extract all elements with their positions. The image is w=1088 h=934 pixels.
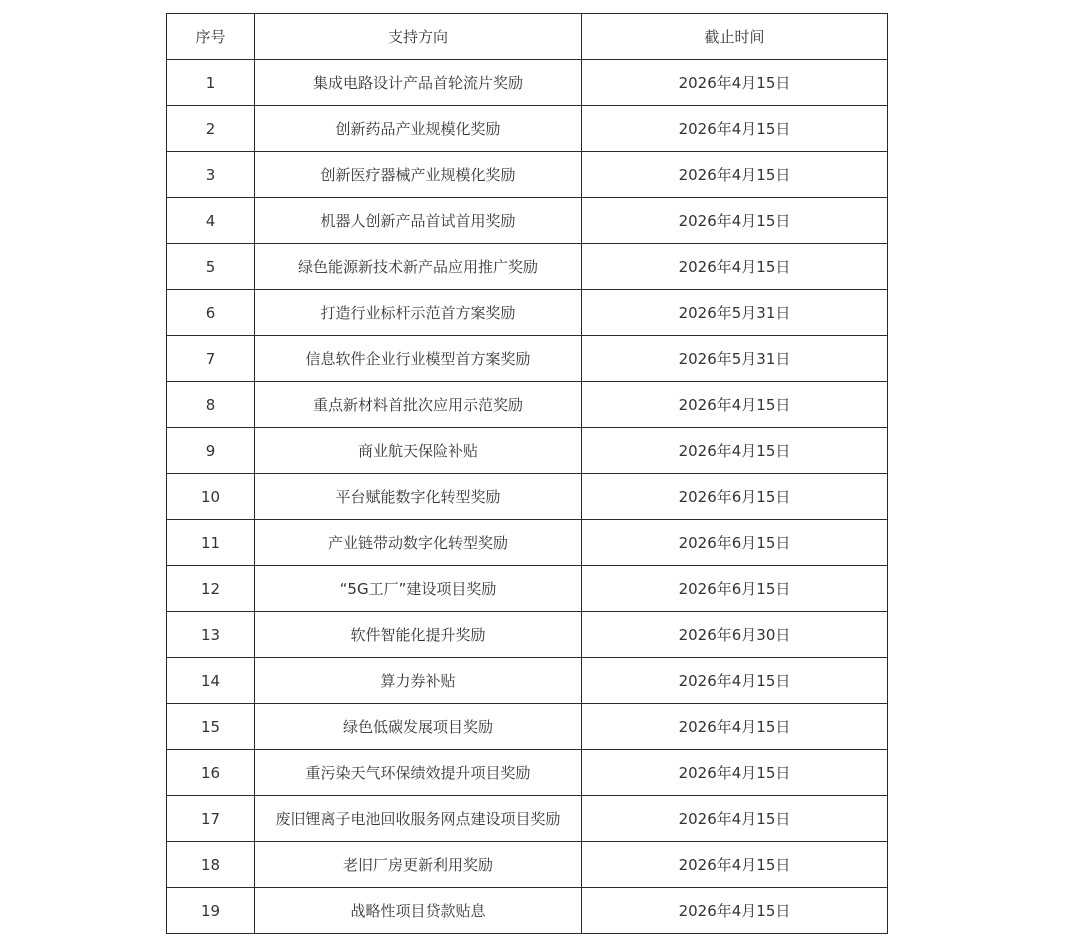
cell-index: 4 [167, 198, 255, 244]
cell-deadline: 2026年5月31日 [582, 336, 888, 382]
cell-deadline: 2026年4月15日 [582, 106, 888, 152]
cell-direction: 商业航天保险补贴 [255, 428, 582, 474]
table-row [167, 750, 888, 796]
cell-index: 13 [167, 612, 255, 658]
cell-direction: 战略性项目贷款贴息 [255, 888, 582, 934]
table-row [167, 336, 888, 382]
cell-direction: 创新医疗器械产业规模化奖励 [255, 152, 582, 198]
cell-direction: 机器人创新产品首试首用奖励 [255, 198, 582, 244]
cell-direction: 平台赋能数字化转型奖励 [255, 474, 582, 520]
cell-index: 8 [167, 382, 255, 428]
support-directions-table-container [166, 13, 887, 934]
cell-deadline: 2026年4月15日 [582, 244, 888, 290]
cell-deadline: 2026年6月15日 [582, 566, 888, 612]
cell-index: 3 [167, 152, 255, 198]
table-row [167, 704, 888, 750]
cell-direction: 打造行业标杆示范首方案奖励 [255, 290, 582, 336]
cell-index: 2 [167, 106, 255, 152]
cell-index: 19 [167, 888, 255, 934]
table-row [167, 888, 888, 934]
cell-index: 1 [167, 60, 255, 106]
support-directions-table [166, 13, 888, 934]
table-row [167, 474, 888, 520]
cell-index: 16 [167, 750, 255, 796]
cell-index: 12 [167, 566, 255, 612]
cell-index: 14 [167, 658, 255, 704]
cell-direction: 重污染天气环保绩效提升项目奖励 [255, 750, 582, 796]
table-row [167, 198, 888, 244]
cell-direction: 产业链带动数字化转型奖励 [255, 520, 582, 566]
table-row [167, 290, 888, 336]
cell-direction: 信息软件企业行业模型首方案奖励 [255, 336, 582, 382]
cell-deadline: 2026年6月15日 [582, 520, 888, 566]
cell-index: 10 [167, 474, 255, 520]
cell-index: 11 [167, 520, 255, 566]
cell-direction: “5G工厂”建设项目奖励 [255, 566, 582, 612]
cell-deadline: 2026年4月15日 [582, 60, 888, 106]
table-row [167, 152, 888, 198]
table-row [167, 382, 888, 428]
table-row [167, 60, 888, 106]
cell-deadline: 2026年4月15日 [582, 428, 888, 474]
cell-index: 15 [167, 704, 255, 750]
cell-deadline: 2026年5月31日 [582, 290, 888, 336]
cell-direction: 绿色能源新技术新产品应用推广奖励 [255, 244, 582, 290]
table-row [167, 658, 888, 704]
cell-direction: 绿色低碳发展项目奖励 [255, 704, 582, 750]
cell-deadline: 2026年6月15日 [582, 474, 888, 520]
table-header-row [167, 14, 888, 60]
cell-deadline: 2026年4月15日 [582, 842, 888, 888]
cell-direction: 重点新材料首批次应用示范奖励 [255, 382, 582, 428]
header-direction: 支持方向 [255, 14, 582, 60]
cell-index: 17 [167, 796, 255, 842]
cell-direction: 集成电路设计产品首轮流片奖励 [255, 60, 582, 106]
cell-deadline: 2026年4月15日 [582, 796, 888, 842]
table-row [167, 244, 888, 290]
table-row [167, 566, 888, 612]
cell-deadline: 2026年6月30日 [582, 612, 888, 658]
header-deadline: 截止时间 [582, 14, 888, 60]
header-index: 序号 [167, 14, 255, 60]
cell-deadline: 2026年4月15日 [582, 658, 888, 704]
table-row [167, 520, 888, 566]
table-row [167, 796, 888, 842]
cell-direction: 老旧厂房更新利用奖励 [255, 842, 582, 888]
cell-deadline: 2026年4月15日 [582, 750, 888, 796]
cell-index: 7 [167, 336, 255, 382]
table-row [167, 106, 888, 152]
table-row [167, 428, 888, 474]
cell-deadline: 2026年4月15日 [582, 888, 888, 934]
cell-direction: 创新药品产业规模化奖励 [255, 106, 582, 152]
cell-deadline: 2026年4月15日 [582, 382, 888, 428]
cell-direction: 软件智能化提升奖励 [255, 612, 582, 658]
cell-deadline: 2026年4月15日 [582, 152, 888, 198]
cell-deadline: 2026年4月15日 [582, 704, 888, 750]
table-row [167, 612, 888, 658]
cell-direction: 算力券补贴 [255, 658, 582, 704]
cell-index: 9 [167, 428, 255, 474]
cell-direction: 废旧锂离子电池回收服务网点建设项目奖励 [255, 796, 582, 842]
cell-index: 18 [167, 842, 255, 888]
table-row [167, 842, 888, 888]
cell-index: 6 [167, 290, 255, 336]
cell-deadline: 2026年4月15日 [582, 198, 888, 244]
cell-index: 5 [167, 244, 255, 290]
